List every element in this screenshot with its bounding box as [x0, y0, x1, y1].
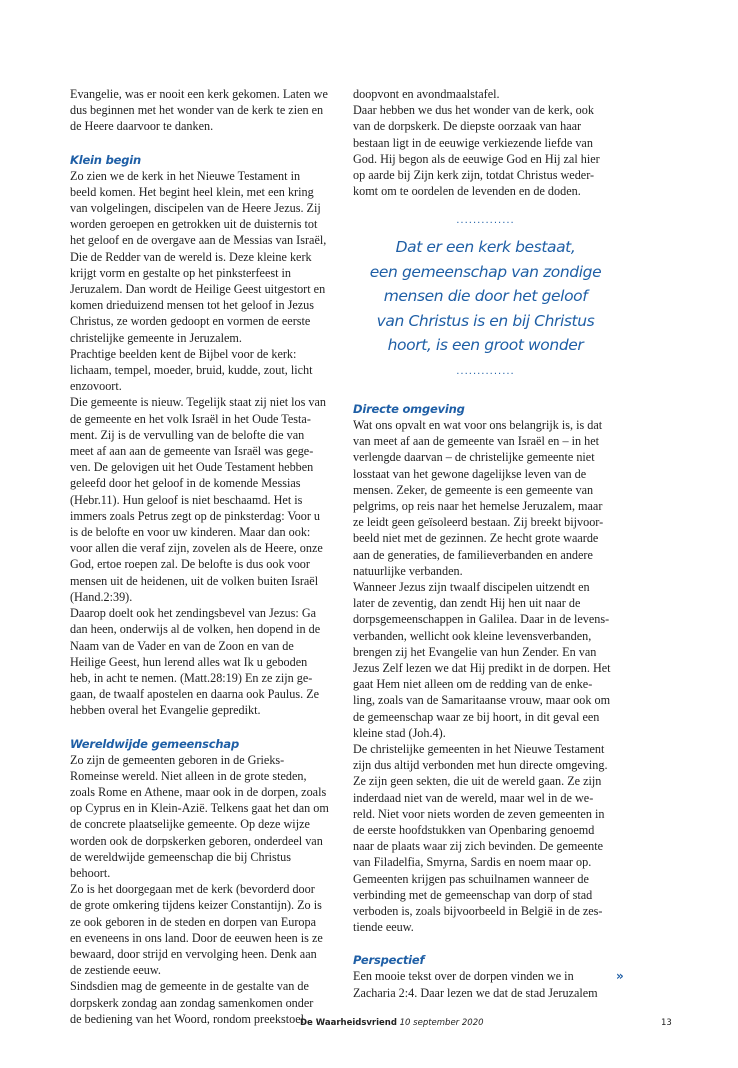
right-intro-paragraph: doopvont en avondmaalstafel. Daar hebben we dus het wonder van de kerk, ook van de dorpskerk. De diepste oorzaak van haar bestaan ligt in de eeuwige verkiezende liefde van God. Hij begon als de eeuwige God en Hij zal hier op aarde bij Zijn kerk zijn, totdat Christus weder- komt om te oordelen de levenden en de doden.	[353, 87, 600, 199]
left-column	[70, 86, 332, 1027]
left-intro-paragraph: Evangelie, was er nooit een kerk gekomen. Laten we dus beginnen met het wonder van de kerk te zien en de Heere daarvoor te danken.	[70, 87, 328, 134]
klein-begin-text: Zo zien we de kerk in het Nieuwe Testament in beeld komen. Het begint heel klein, met een kring van volgelingen, discipelen van de Heere Jezus. Zij worden geroepen en getrokken uit de duisternis tot het geloof en de overgave aan de Messias van Israël, Die de Redder van de wereld is. Deze kleine kerk krijgt vorm en gestalte op het pinksterfeest in Jeruzalem. Dan wordt de Heilige Geest uitgestort en komen drieduizend mensen tot het geloof in Jezus Christus, ze worden gedoopt en vormen de eerste christelijke gemeente in Jeruzalem. Prachtige beelden kent de Bijbel voor de kerk: lichaam, tempel, moeder, bruid, kudde, zout, licht enzovoort. Die gemeente is nieuw. Tegelijk staat zij niet los van de gemeente en het volk Israël in het Oude Testa- ment. Zij is de vervulling van de belofte die van meet af aan aan de gemeente van Israël was gege- ven. De gelovigen uit het Oude Testament hebben geleefd door het geloof in de komende Messias (Hebr.11). Hun geloof is niet beschaamd. Het is immers zoals Petrus zegt op de pinksterdag: Voor u is de belofte en voor uw kinderen. Maar dan ook: voor allen die veraf zijn, zovelen als de Heere, onze God, ertoe roepen zal. De belofte is dus ook voor mensen uit de heidenen, uit de volken buiten Israël (Hand.2:39). Daarop doelt ook het zendingsbevel van Jezus: Ga dan heen, onderwijs al de volken, hen dopend in de Naam van de Vader en van de Zoon en van de Heilige Geest, hun lerend alles wat Ik u geboden heb, in acht te nemen. (Matt.28:19) En ze zijn ge- gaan, de twaalf apostelen en daarna ook Paulus. Ze hebben overal het Evangelie gepredikt.	[70, 168, 327, 718]
continue-arrow-icon: »	[616, 969, 624, 983]
heading-directe-omgeving: Directe omgeving	[353, 401, 465, 416]
magazine-name: De Waarheidsvriend	[300, 1018, 397, 1028]
wereldwijde-gemeenschap-text: Zo zijn de gemeenten geboren in de Grieks- Romeinse wereld. Niet alleen in de grote steden, zoals Rome en Athene, maar ook in de dorpen, zoals op Cyprus en in Klein-Azië. Telkens gaat het dan om de concrete plaatselijke gemeente. Op deze wijze worden ook de dorpskerken geboren, onderdeel van de wereldwijde gemeenschap die bij Christus behoort. Zo is het doorgegaan met de kerk (bevorderd door de grote omkering tijdens keizer Constantijn). Zo is ze ook geboren in de steden en dorpen van Europa en eveneens in ons land. Door de eeuwen heen is ze bewaard, door strijd en vervolging heen. Denk aan de zestiende eeuw. Sindsdien mag de gemeente in de gestalte van de dorpskerk zondag aan zondag samenkomen onder de bediening van het Woord, rondom preekstoel,	[70, 752, 329, 1026]
heading-klein-begin: Klein begin	[70, 152, 141, 167]
footer-brand	[300, 1018, 484, 1028]
heading-wereldwijde-gemeenschap: Wereldwijde gemeenschap	[70, 736, 239, 751]
issue-date: 10 september 2020	[399, 1018, 484, 1028]
pull-quote	[353, 215, 618, 378]
perspectief-text: Een mooie tekst over de dorpen vinden we in Zacharia 2:4. Daar lezen we dat de stad Jeruzalem	[353, 969, 598, 1000]
heading-perspectief: Perspectief	[353, 953, 425, 968]
directe-omgeving-text: Wat ons opvalt en wat voor ons belangrijk is, is dat van meet af aan de gemeente van Israël en – in het verlengde daarvan – de christelijke gemeente niet losstaat van het gewone dagelijkse leven van de mensen. Zeker, de gemeente is een gemeente van pelgrims, op reis naar het hemelse Jeruzalem, maar ze leidt geen geïsoleerd bestaan. Zij breekt bijvoor- beeld niet met de gezinnen. Ze hecht grote waarde aan de generaties, de familieverbanden en andere natuurlijke verbanden. Wanneer Jezus zijn twaalf discipelen uitzendt en later de zeventig, dan zendt Hij hen uit naar de dorpsgemeenschappen in Galilea. Daar in de levens- verbanden, wellicht ook kleine levensverbanden, brengen zij het Evangelie van hun Zender. En van Jezus Zelf lezen we dat Hij predikt in de dorpen. Het gaat Hem niet alleen om de redding van de enke- ling, zoals van de Samaritaanse vrouw, maar ook om de gemeenschap waar ze bij hoort, in dit geval een kleine stad (Joh.4). De christelijke gemeenten in het Nieuwe Testament zijn dus altijd verbonden met hun directe omgeving. Ze zijn geen sekten, die uit de wereld gaan. Ze zijn inderdaad niet van de wereld, maar wel in de we- reld. Niet voor niets worden de zeven gemeenten in de eerste hoofdstukken van Openbaring genoemd naar de plaats waar zij zich bevinden. De gemeente van Filadelfia, Smyrna, Sardis en noem maar op. Gemeenten krijgen pas schuilnamen wanneer de verbinding met de gemeenschap van dorp of stad verboden is, zoals bijvoorbeeld in België in de zes- tiende eeuw.	[353, 417, 611, 935]
quote-bottom-dots: ..............	[456, 365, 515, 377]
pull-quote-text: Dat er een kerk bestaat, een gemeenschap van zondige mensen die door het geloof van Christus is en bij Christus hoort, is een groot wonder	[369, 238, 602, 355]
quote-top-dots: ..............	[456, 215, 515, 227]
page-number: 13	[661, 1018, 672, 1028]
right-column	[353, 86, 618, 1001]
